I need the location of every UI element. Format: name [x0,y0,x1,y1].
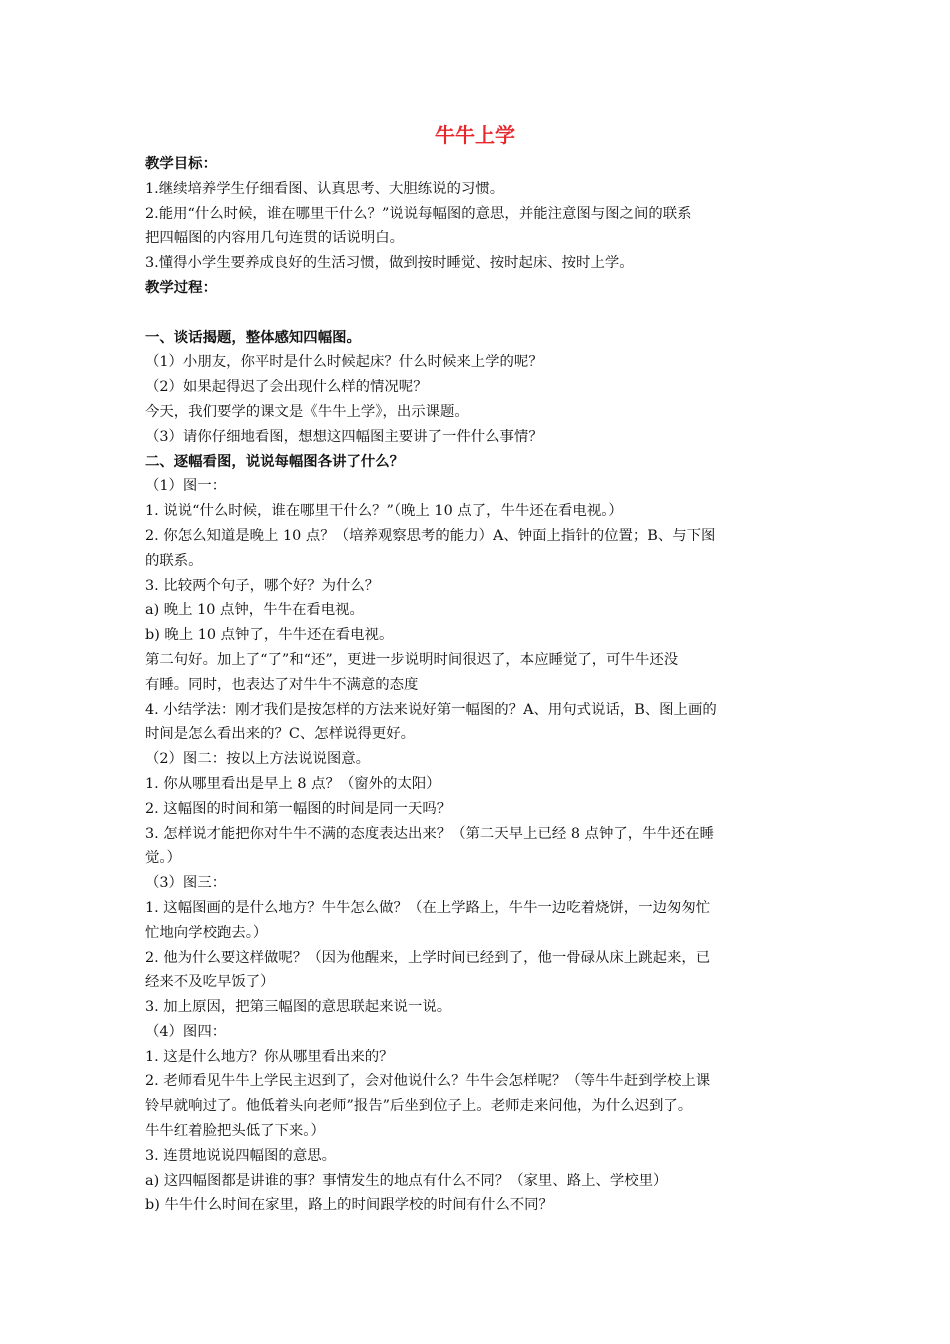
text-line: （2）图二：按以上方法说说图意。 [145,751,371,768]
text-line: 1. 这幅图画的是什么地方？牛牛怎么做？（在上学路上，牛牛一边吃着烧饼，一边匆匆忙 [145,899,711,916]
text-line: 1. 这是什么地方？你从哪里看出来的？ [145,1048,394,1065]
text-line: 的联系。 [145,552,203,569]
text-line: （1）图一： [145,478,227,495]
text-line: 觉。） [145,850,181,867]
text-line: 1.继续培养学生仔细看图、认真思考、大胆练说的习惯。 [145,180,505,197]
blank-line [145,301,810,326]
text-line: 4. 小结学法：刚才我们是按怎样的方法来说好第一幅图的？A、用句式说话，B、图上画的 [145,701,717,718]
text-line: 经来不及吃早饭了） [145,974,275,991]
section-heading: 教学过程： [145,279,217,296]
section-heading: 二、逐幅看图，说说每幅图各讲了什么？ [145,453,405,470]
text-line: 2. 这幅图的时间和第一幅图的时间是同一天吗？ [145,800,452,817]
text-line: 第二句好。加上了“了”和“还”，更进一步说明时间很迟了，本应睡觉了，可牛牛还没 [145,651,679,668]
text-line: （3）图三： [145,875,227,892]
text-line: 2.能用“什么时候，谁在哪里干什么？”说说每幅图的意思，并能注意图与图之间的联系 [145,205,692,222]
text-line: 3. 加上原因，把第三幅图的意思联起来说一说。 [145,999,452,1016]
text-line: a) 晚上 10 点钟，牛牛在看电视。 [145,602,364,619]
text-line: 铃早就响过了。他低着头向老师”报告”后坐到位子上。老师走来问他，为什么迟到了。 [145,1098,693,1115]
text-line: （2）如果起得迟了会出现什么样的情况呢？ [145,379,428,396]
text-line: 2. 他为什么要这样做呢？（因为他醒来，上学时间已经到了，他一骨碌从床上跳起来，已 [145,949,711,966]
text-line: 牛牛红着脸把头低了下来。） [145,1123,325,1140]
text-line: 1. 你从哪里看出是早上 8 点？（窗外的太阳） [145,775,441,792]
section-heading: 一、谈话揭题，整体感知四幅图。 [145,329,361,346]
text-line: 3. 连贯地说说四幅图的意思。 [145,1147,336,1164]
text-line: 忙地向学校跑去。） [145,924,268,941]
text-line: b) 牛牛什么时间在家里，路上的时间跟学校的时间有什么不同？ [145,1197,553,1214]
text-line: 1. 说说“什么时候，谁在哪里干什么？”（晚上 10 点了，牛牛还在看电视。） [145,503,623,520]
text-line: 3.懂得小学生要养成良好的生活习惯，做到按时睡觉、按时起床、按时上学。 [145,255,634,272]
text-line: 3. 比较两个句子，哪个好？为什么？ [145,577,380,594]
text-line: （4）图四： [145,1023,227,1040]
text-line: 3. 怎样说才能把你对牛牛不满的态度表达出来？（第二天早上已经 8 点钟了，牛牛还在睡 [145,825,715,842]
text-line: 把四幅图的内容用几句连贯的话说明白。 [145,230,405,247]
text-line: 2. 老师看见牛牛上学民主迟到了，会对他说什么？牛牛会怎样呢？（等牛牛赶到学校上课 [145,1073,711,1090]
text-line: 2. 你怎么知道是晚上 10 点？（培养观察思考的能力）A、钟面上指针的位置；B、与下图 [145,527,716,544]
text-line: 时间是怎么看出来的？C、怎样说得更好。 [145,726,416,743]
section-heading: 教学目标： [145,156,217,172]
text-line: 有睡。同时，也表达了对牛牛不满意的态度 [145,676,419,693]
document-body [145,152,810,1218]
text-line: 今天，我们要学的课文是《牛牛上学》，出示课题。 [145,403,469,420]
text-line: （3）请你仔细地看图，想想这四幅图主要讲了一件什么事情？ [145,428,543,445]
text-line: b) 晚上 10 点钟了，牛牛还在看电视。 [145,627,394,644]
text-line: （1）小朋友，你平时是什么时候起床？什么时候来上学的呢？ [145,354,543,371]
page-title: 牛牛上学 [435,123,515,147]
text-line: a) 这四幅图都是讲谁的事？事情发生的地点有什么不同？（家里、路上、学校里） [145,1172,668,1189]
